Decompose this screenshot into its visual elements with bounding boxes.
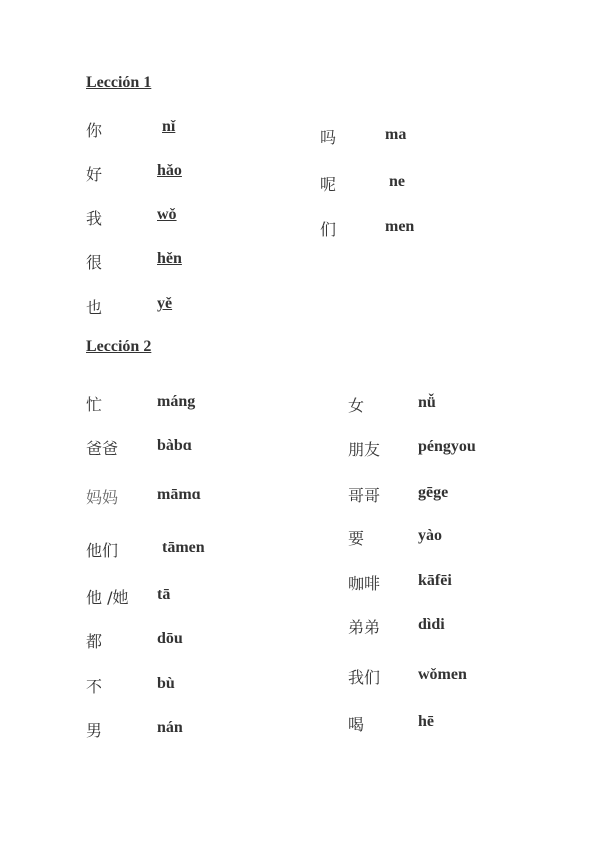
pinyin-hen: hěn [157,250,182,267]
hanzi-ne: 呢 [320,175,337,194]
pinyin-mama: māmɑ [157,486,201,503]
pinyin-nu: nǚ [418,394,436,411]
pinyin-hao: hǎo [157,162,182,179]
pinyin-wo: wǒ [157,206,177,223]
hanzi-mang: 忙 [86,395,103,414]
pinyin-didi: dìdi [418,616,445,633]
pinyin-tamen: tāmen [162,539,205,556]
pinyin-gege: gēge [418,484,449,501]
hanzi-wo: 我 [86,209,103,228]
pinyin-ni: nǐ [162,118,176,135]
hanzi-kafei: 咖啡 [348,574,381,593]
hanzi-ta: 他 /她 [86,588,129,607]
hanzi-baba: 爸爸 [86,439,119,458]
hanzi-tamen: 他们 [86,541,119,560]
hanzi-ma: 吗 [320,128,337,147]
hanzi-he: 喝 [348,715,365,734]
pinyin-ne: ne [389,173,405,190]
hanzi-men: 们 [320,220,337,239]
pinyin-yao: yào [418,527,442,544]
pinyin-ma: ma [385,126,407,143]
hanzi-pengyou: 朋友 [348,440,381,459]
pinyin-ye: yě [157,295,173,312]
hanzi-didi: 弟弟 [348,618,381,637]
pinyin-men: men [385,218,415,235]
hanzi-nu: 女 [348,396,365,415]
pinyin-baba: bàbɑ [157,437,192,454]
pinyin-pengyou: péngyou [418,438,476,455]
pinyin-ta: tā [157,586,171,603]
hanzi-hen: 很 [86,253,103,272]
hanzi-ni: 你 [86,121,103,140]
pinyin-bu: bù [157,675,175,692]
pinyin-kafei: kāfēi [418,572,452,589]
hanzi-bu: 不 [86,677,103,696]
pinyin-women: wǒmen [418,666,467,683]
pinyin-nan: nán [157,719,183,736]
hanzi-dou: 都 [86,632,103,651]
hanzi-yao: 要 [348,529,365,548]
hanzi-women: 我们 [348,668,381,687]
hanzi-hao: 好 [86,165,103,184]
hanzi-mama: 妈妈 [86,488,119,507]
lesson-2-heading: Lección 2 [86,338,152,355]
pinyin-mang: máng [157,393,196,410]
hanzi-nan: 男 [86,721,103,740]
hanzi-gege: 哥哥 [348,486,381,505]
pinyin-he: hē [418,713,434,730]
pinyin-dou: dōu [157,630,183,647]
lesson-1-heading: Lección 1 [86,74,152,91]
hanzi-ye: 也 [86,298,103,317]
